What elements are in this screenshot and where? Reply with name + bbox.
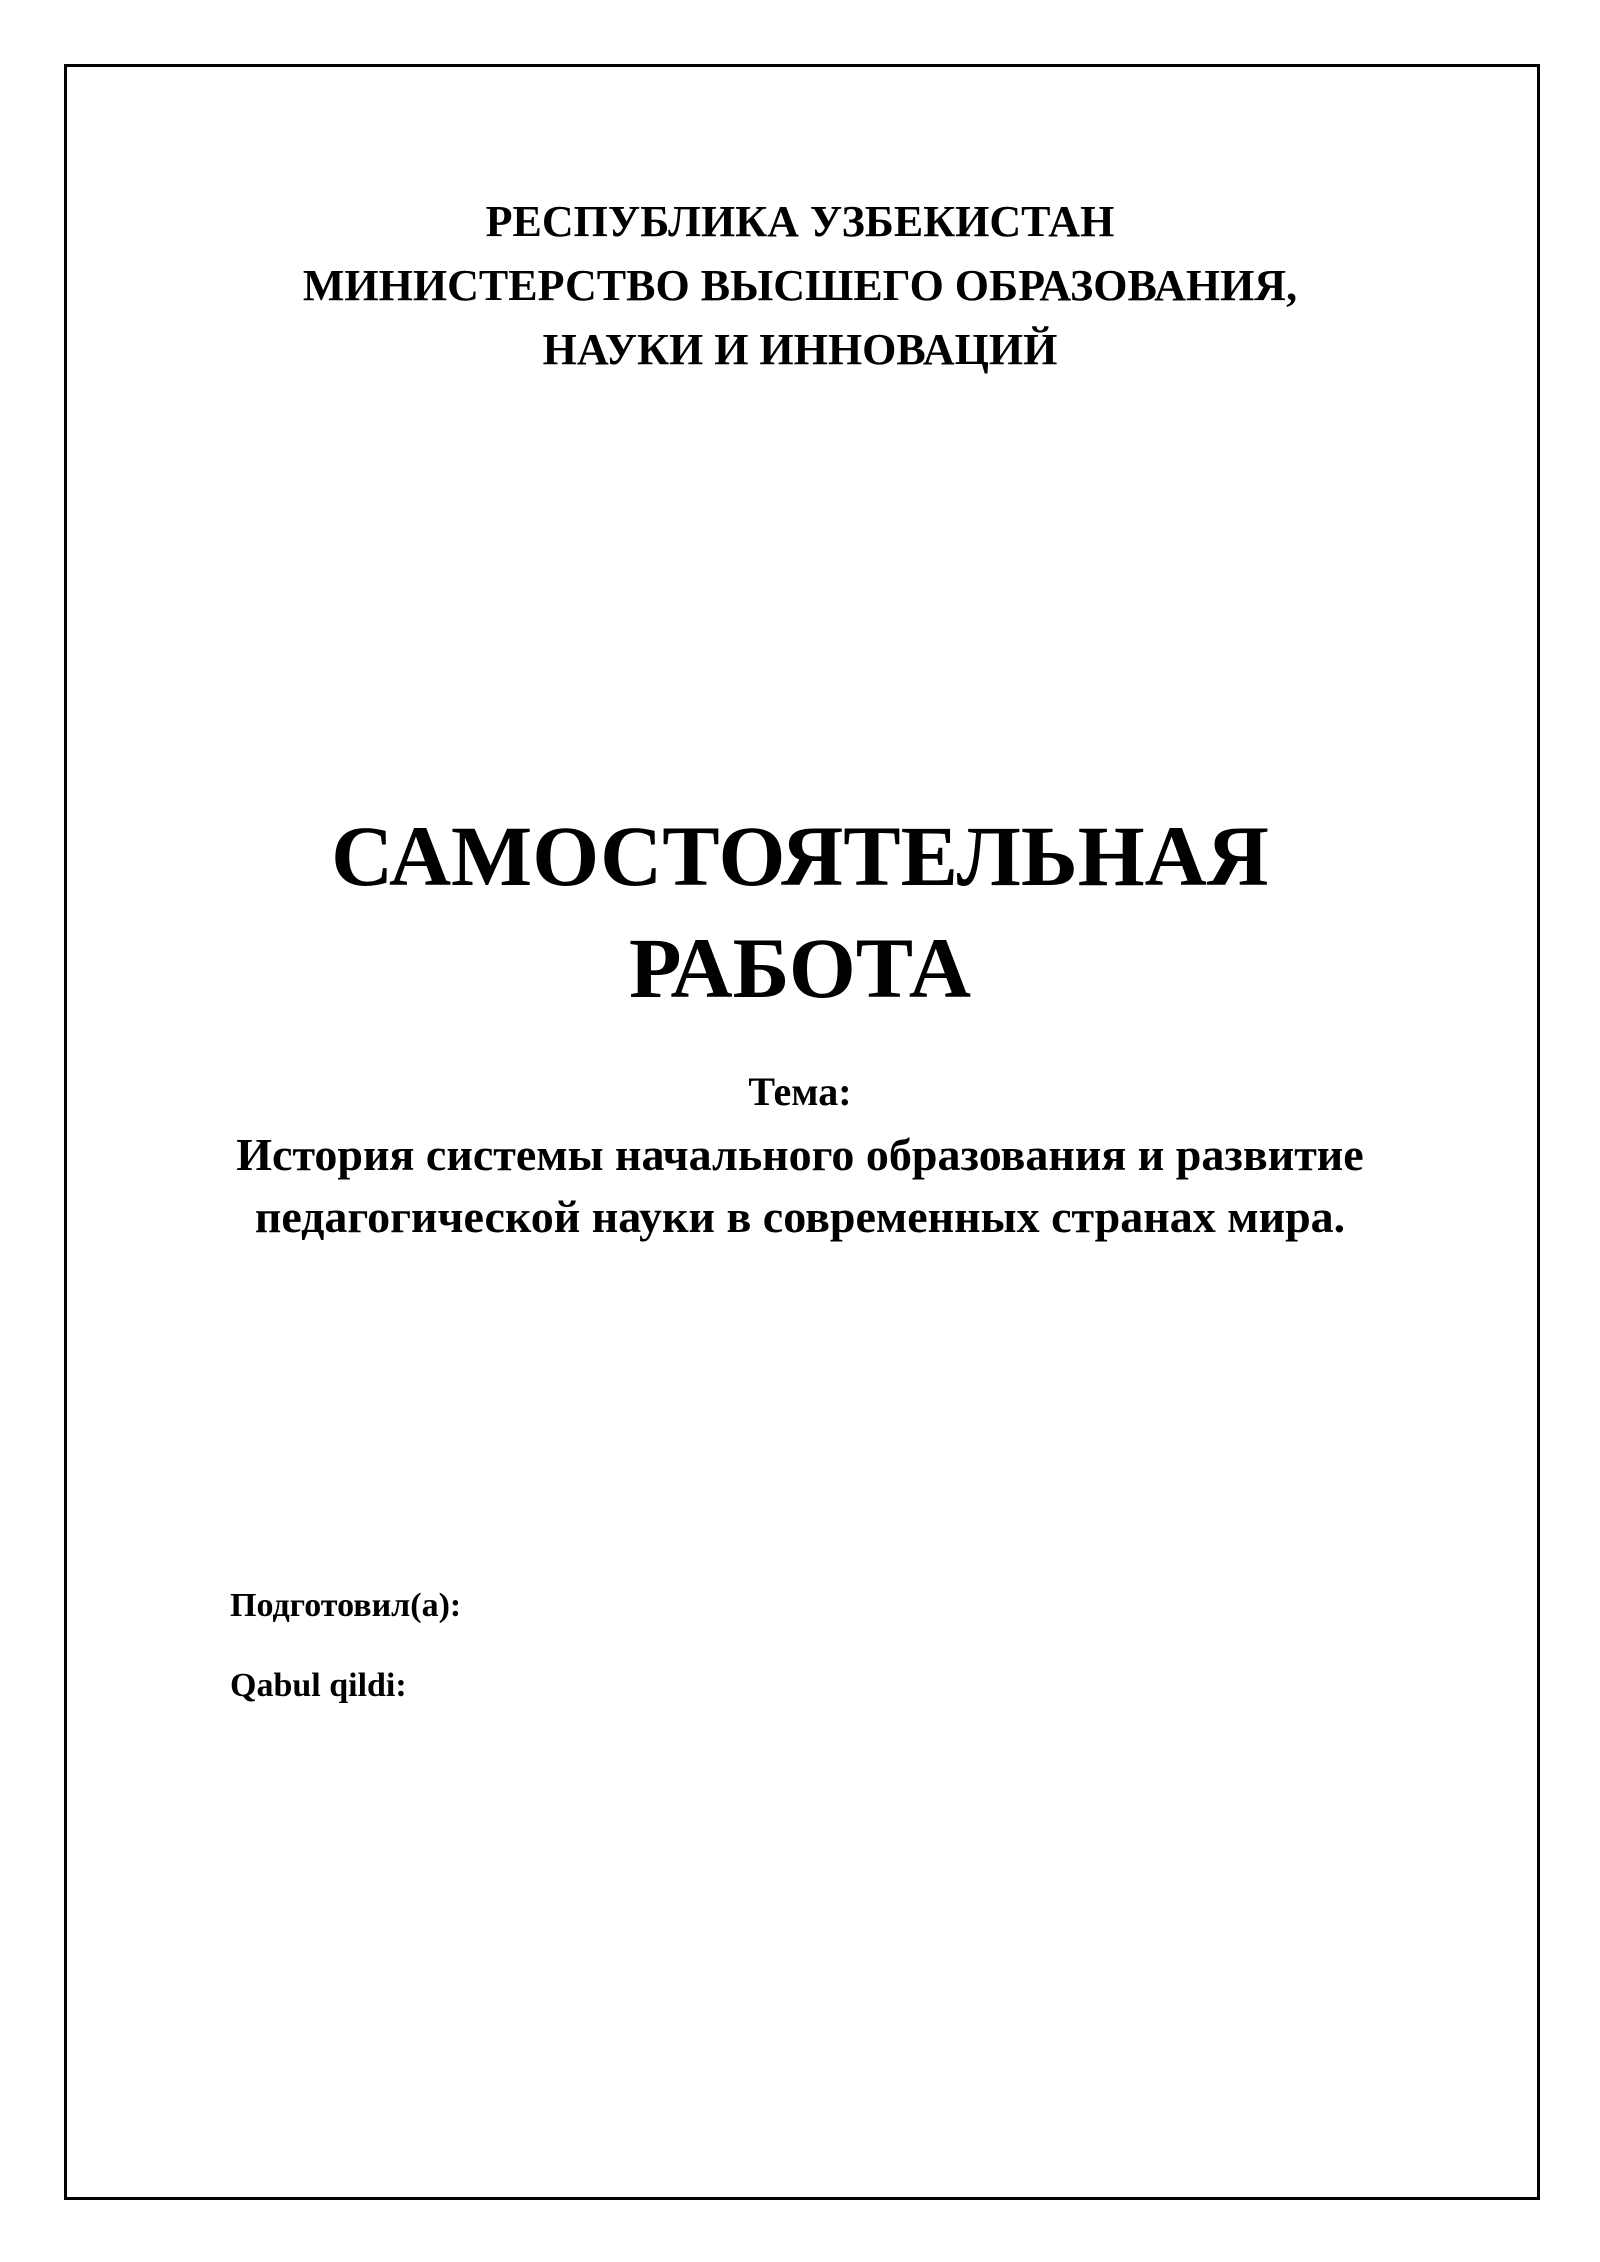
accepted-by-label: Qabul qildi: (230, 1667, 407, 1704)
title-line-1: САМОСТОЯТЕЛЬНАЯ (331, 808, 1269, 904)
header-ministry: МИНИСТЕРСТВО ВЫСШЕГО ОБРАЗОВАНИЯ, (302, 261, 1298, 310)
document-title (0, 800, 1600, 1024)
header-country: РЕСПУБЛИКА УЗБЕКИСТАН (485, 197, 1115, 246)
institution-header (0, 190, 1600, 382)
title-line-2: РАБОТА (629, 920, 971, 1016)
prepared-by-label: Подготовил(а): (230, 1587, 462, 1624)
topic-text-line-1: История системы начального образования и развитие (236, 1129, 1364, 1180)
signature-section (230, 1586, 461, 1746)
topic-section (0, 1062, 1600, 1248)
topic-text-line-2: педагогической науки в современных странах мира. (254, 1191, 1346, 1242)
topic-label: Тема: (748, 1069, 852, 1114)
header-ministry-cont: НАУКИ И ИННОВАЦИЙ (542, 325, 1058, 374)
